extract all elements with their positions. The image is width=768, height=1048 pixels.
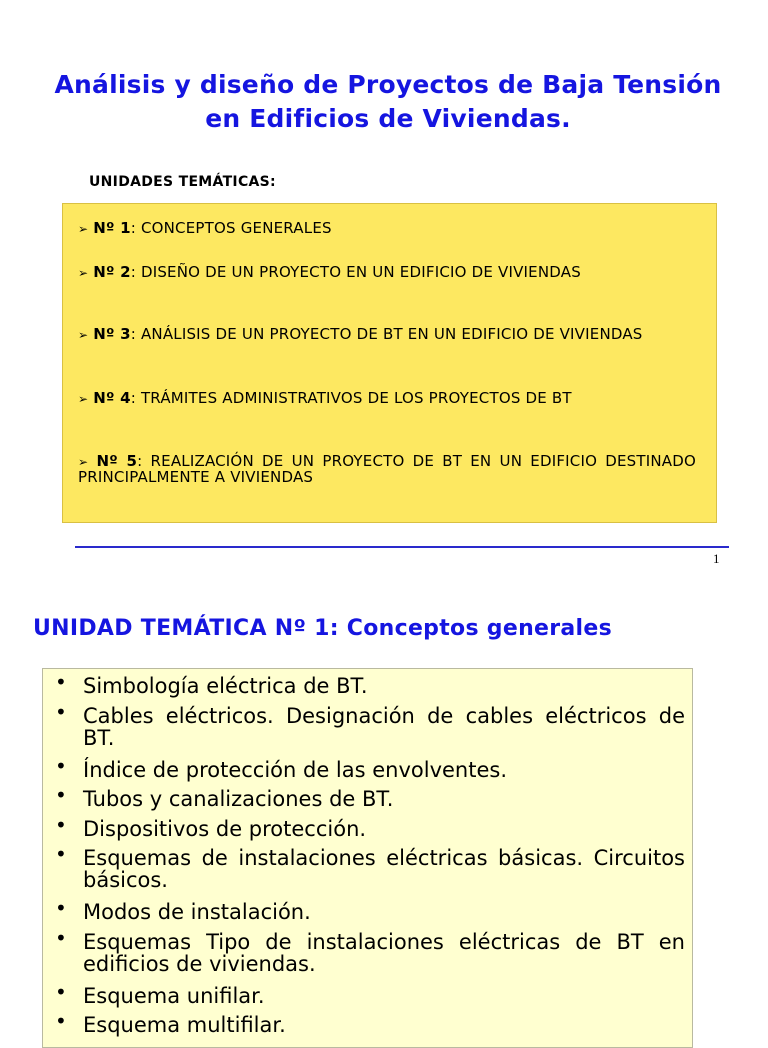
topic-item: [55, 980, 685, 1008]
unit-item-3: [78, 327, 696, 343]
bullet-icon: •: [55, 980, 67, 1004]
topic-text: Modos de instalación.: [83, 900, 311, 924]
bullet-icon: •: [55, 670, 67, 694]
topic-item: [55, 842, 685, 892]
topic-item: [55, 896, 685, 924]
topic-item: [55, 926, 685, 976]
topic-text: Esquemas de instalaciones eléctricas básicas. Circuitos básicos.: [83, 846, 685, 892]
topic-text: Dispositivos de protección.: [83, 817, 367, 841]
main-title-line-2: en Edificios de Viviendas.: [205, 104, 571, 133]
main-title: [0, 68, 768, 136]
topic-text: Tubos y canalizaciones de BT.: [83, 787, 394, 811]
topic-text: Simbología eléctrica de BT.: [83, 674, 368, 698]
unit-item-4: [78, 391, 696, 407]
topic-text: Esquema unifilar.: [83, 984, 265, 1008]
units-section-label: UNIDADES TEMÁTICAS:: [89, 174, 276, 190]
unit-1-title: UNIDAD TEMÁTICA Nº 1: Conceptos generales: [33, 616, 613, 641]
topic-text: Índice de protección de las envolventes.: [83, 758, 508, 782]
arrow-bullet-icon: ➢: [78, 266, 89, 280]
unit-item-5: [78, 454, 696, 485]
slide-divider: [75, 546, 729, 548]
bullet-icon: •: [55, 926, 67, 950]
unit-number: Nº 2: [93, 263, 131, 281]
main-title-line-1: Análisis y diseño de Proyectos de Baja Tensión: [54, 70, 722, 99]
topic-text: Esquema multifilar.: [83, 1013, 286, 1037]
arrow-bullet-icon: ➢: [78, 328, 89, 342]
bullet-icon: •: [55, 700, 67, 724]
topic-text: Cables eléctricos. Designación de cables eléctricos de BT.: [83, 704, 685, 750]
unit-number: Nº 5: [96, 452, 138, 470]
bullet-icon: •: [55, 813, 67, 837]
topic-item: [55, 700, 685, 750]
topic-text: Esquemas Tipo de instalaciones eléctricas de BT en edificios de viviendas.: [83, 930, 685, 976]
topic-item: [55, 1009, 685, 1037]
unit-item-2: [78, 265, 696, 281]
unit-number: Nº 4: [93, 389, 131, 407]
unit-text: : CONCEPTOS GENERALES: [130, 219, 332, 237]
unit-item-1: [78, 221, 696, 237]
topic-item: [55, 813, 685, 841]
unit-text: : TRÁMITES ADMINISTRATIVOS DE LOS PROYECTOS DE BT: [130, 389, 572, 407]
bullet-icon: •: [55, 1009, 67, 1033]
unit-text: : REALIZACIÓN DE UN PROYECTO DE BT EN UN EDIFICIO DESTINADO PRINCIPALMENTE A VIVIENDAS: [78, 452, 697, 486]
topics-list-box: [42, 668, 693, 1048]
unit-text: : ANÁLISIS DE UN PROYECTO DE BT EN UN EDIFICIO DE VIVIENDAS: [130, 325, 643, 343]
arrow-bullet-icon: ➢: [78, 392, 89, 406]
topic-item: [55, 754, 685, 782]
topic-item: [55, 670, 685, 698]
unit-number: Nº 3: [93, 325, 131, 343]
arrow-bullet-icon: ➢: [78, 455, 89, 469]
topic-item: [55, 783, 685, 811]
bullet-icon: •: [55, 754, 67, 778]
unit-number: Nº 1: [93, 219, 131, 237]
unit-text: : DISEÑO DE UN PROYECTO EN UN EDIFICIO DE VIVIENDAS: [130, 263, 581, 281]
arrow-bullet-icon: ➢: [78, 222, 89, 236]
bullet-icon: •: [55, 783, 67, 807]
units-list-box: [62, 203, 717, 523]
bullet-icon: •: [55, 842, 67, 866]
page-number: 1: [713, 551, 720, 566]
bullet-icon: •: [55, 896, 67, 920]
